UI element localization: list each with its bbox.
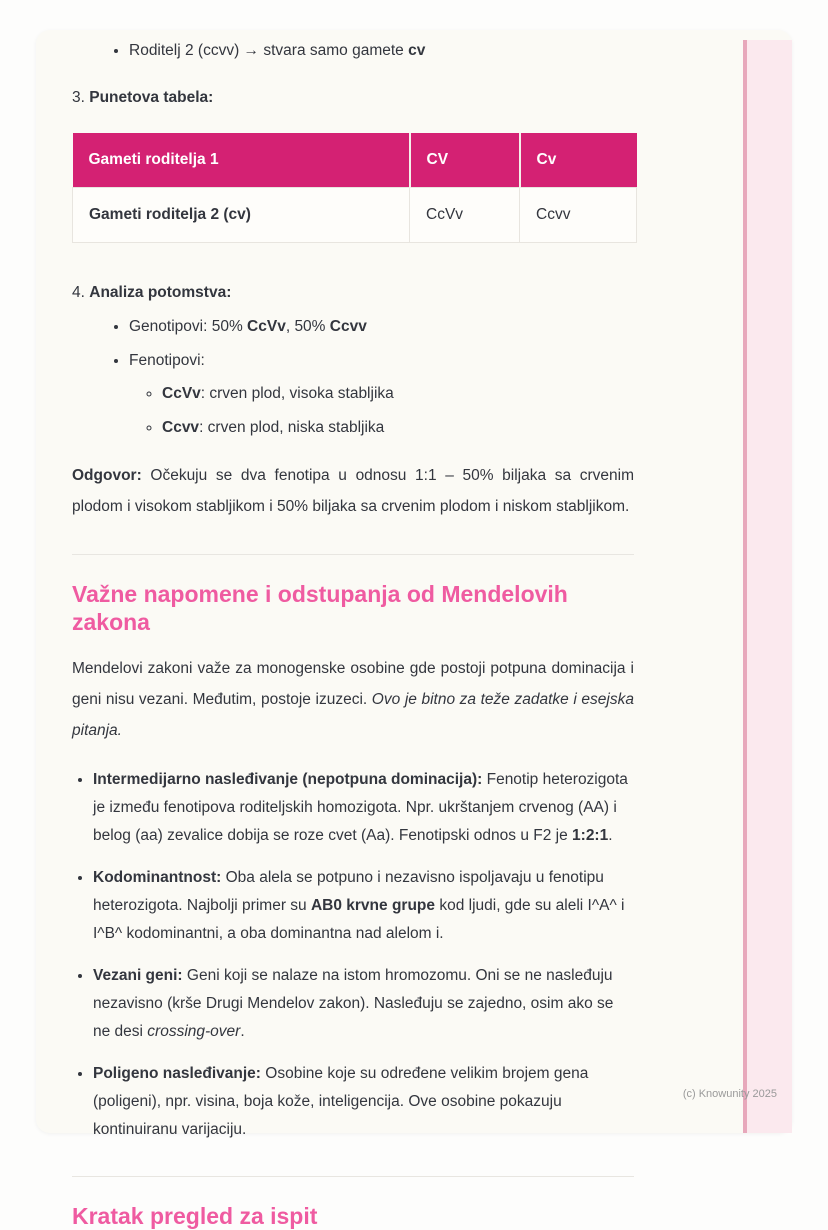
numbered-item-3 — [72, 85, 634, 111]
section-divider — [72, 554, 634, 555]
page-right-accent-band — [743, 40, 792, 1133]
section-heading-summary: Kratak pregled za ispit — [72, 1203, 318, 1229]
document-content — [72, 30, 634, 1230]
table-header-cell: CV — [410, 133, 520, 188]
phenotype-sublist — [129, 381, 634, 441]
list-item: • Vezani geni: Geni koji se nalaze na istom hromozomu. Oni se ne nasleđuju nezavisno (krše Drugi Mendelov zakon). Nasleđuju se zajedno, osim ako se ne desi crossing-over. — [93, 962, 634, 1046]
list-item-text: Fenotipovi: — [129, 352, 205, 369]
table-header-row — [73, 133, 637, 188]
table-header-cell: Cv — [520, 133, 637, 188]
list-item: • Poligeno nasleđivanje: Osobine koje su određene velikim brojem gena (poligeni), npr. visina, boja kože, inteligencija. Ove osobine pokazuju kontinuiranu varijaciju. — [93, 1060, 634, 1144]
item-number: 3. — [72, 89, 85, 106]
answer-paragraph: Odgovor: Očekuju se dva fenotipa u odnosu 1:1 – 50% biljaka sa crvenim plodom i visokom stabljikom i 50% biljaka sa crvenim plodom i niskom stabljikom. — [72, 467, 634, 515]
offspring-analysis-list — [72, 314, 634, 441]
item-title: Punetova tabela: — [89, 89, 214, 106]
list-item: • Intermedijarno nasleđivanje (nepotpuna dominacija): Fenotip heterozigota je između fenotipova roditeljskih homozigota. Npr. ukrštanjem crvenog (AA) i belog (aa) zevalice dobija se roze cvet (Aa). Fenotipski odnos u F2 je 1:2:1. — [93, 766, 634, 850]
table-row — [73, 188, 637, 243]
table-header-cell: Gameti roditelja 1 — [73, 133, 410, 188]
item-title: Analiza potomstva: — [89, 284, 232, 301]
list-item — [129, 348, 634, 441]
document-page — [36, 30, 792, 1229]
notes-intro-paragraph: Mendelovi zakoni važe za monogenske osobine gde postoji potpuna dominacija i geni nisu vezani. Međutim, postoje izuzeci. Ovo je bitno za teže zadatke i esejska pitanja. — [72, 660, 634, 739]
deviations-list — [72, 766, 634, 1144]
item-number: 4. — [72, 284, 85, 301]
table-cell: Gameti roditelja 2 (cv) — [73, 188, 410, 243]
list-item: • Genotipovi: 50% CcVv, 50% Ccvv — [129, 314, 634, 340]
parent-gametes-list — [72, 38, 634, 64]
numbered-item-4 — [72, 280, 634, 306]
list-item: ◦ Ccvv: crven plod, niska stabljika — [162, 415, 634, 441]
table-cell: Ccvv — [520, 188, 637, 243]
punnett-table — [72, 133, 637, 243]
list-item: • Kodominantnost: Oba alela se potpuno i nezavisno ispoljavaju u fenotipu heterozigota. Najbolji primer su AB0 krvne grupe kod ljudi, gde su aleli I^A^ i I^B^ kodominantni, a oba dominantna nad alelom i. — [93, 864, 634, 948]
watermark: (c) Knowunity 2025 — [682, 1088, 777, 1100]
list-item: • Roditelj 2 (ccvv) → stvara samo gamete cv — [129, 38, 634, 64]
list-item: ◦ CcVv: crven plod, visoka stabljika — [162, 381, 634, 407]
section-divider — [72, 1176, 634, 1177]
section-heading-notes: Važne napomene i odstupanja od Mendelovih zakona — [72, 581, 568, 635]
table-cell: CcVv — [410, 188, 520, 243]
